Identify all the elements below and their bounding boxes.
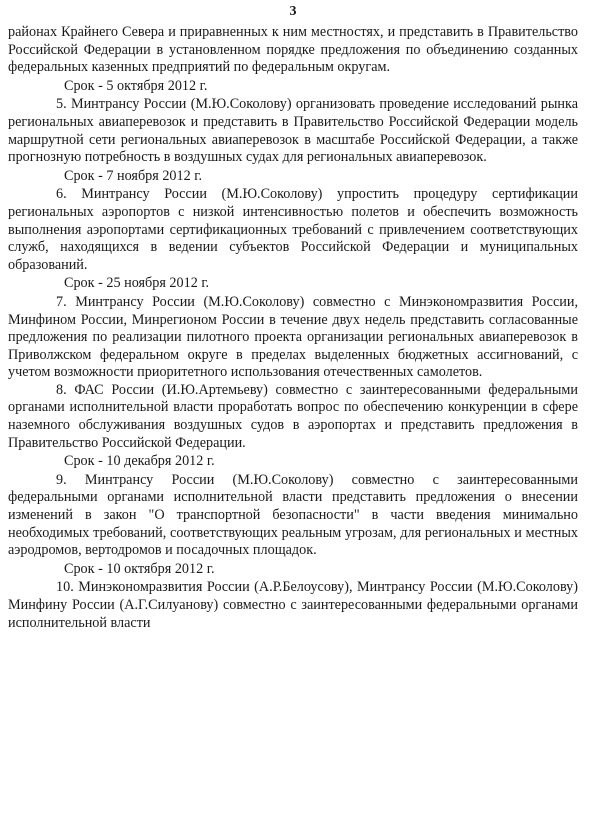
paragraph-continuation: районах Крайнего Севера и приравненных к ним местностях, и представить в Правительство Российской Федерации в установленном порядке предложения по объединению созданных федеральных казенных предприятий по федеральным округам.	[8, 24, 578, 76]
deadline-item-4: Срок - 5 октября 2012 г.	[64, 77, 208, 94]
paragraph-item-5: 5. Минтрансу России (М.Ю.Соколову) организовать проведение исследований рынка региональных авиаперевозок и представить в Правительство Российской Федерации модель маршрутной сети региональных авиаперевозок в масштабе Российской Федерации, а также прогнозную потребность в воздушных судах для региональных авиаперевозок.	[8, 96, 578, 166]
deadline-item-6: Срок - 25 ноября 2012 г.	[64, 275, 210, 292]
deadline-item-5: Срок - 7 ноября 2012 г.	[64, 167, 203, 184]
deadline-item-9: Срок - 10 октября 2012 г.	[64, 560, 215, 577]
deadline-item-8: Срок - 10 декабря 2012 г.	[64, 453, 215, 470]
paragraph-item-6: 6. Минтрансу России (М.Ю.Соколову) упростить процедуру сертификации региональных аэропортов с низкой интенсивностью полетов и обеспечить возможность выполнения аэропортами сертификационных требований с привлечением соответствующих служб, находящихся в ведении субъектов Российской Федерации и муниципальных образований.	[8, 186, 578, 273]
paragraph-item-8: 8. ФАС России (И.Ю.Артемьеву) совместно с заинтересованными федеральными органами исполнительной власти проработать вопрос по обеспечению конкуренции в сфере наземного обслуживания воздушных судов в аэропортах и представить предложения в Правительство Российской Федерации.	[8, 381, 578, 451]
paragraph-item-7: 7. Минтрансу России (М.Ю.Соколову) совместно с Минэкономразвития России, Минфином России, Минрегионом России в течение двух недель представить согласованные предложения по реализации пилотного проекта организации региональных авиаперевозок в Приволжском федеральном округе в пределах выделенных бюджетных ассигнований, с учетом возможности приоритетного использования отечественных самолетов.	[8, 293, 578, 381]
paragraph-item-9: 9. Минтрансу России (М.Ю.Соколову) совместно с заинтересованными федеральными органами исполнительной власти представить предложения о внесении изменений в закон "О транспортной безопасности" в части введения минимально необходимых требований, соответствующих реальным угрозам, для региональных и местных аэродромов, вертодромов и посадочных площадок.	[8, 471, 578, 559]
page-number: 3	[289, 4, 297, 19]
paragraph-item-10: 10. Минэкономразвития России (А.Р.Белоусову), Минтрансу России (М.Ю.Соколову) Минфину России (А.Г.Силуанову) совместно с заинтересованными федеральными органами исполнительной власти	[8, 579, 578, 631]
